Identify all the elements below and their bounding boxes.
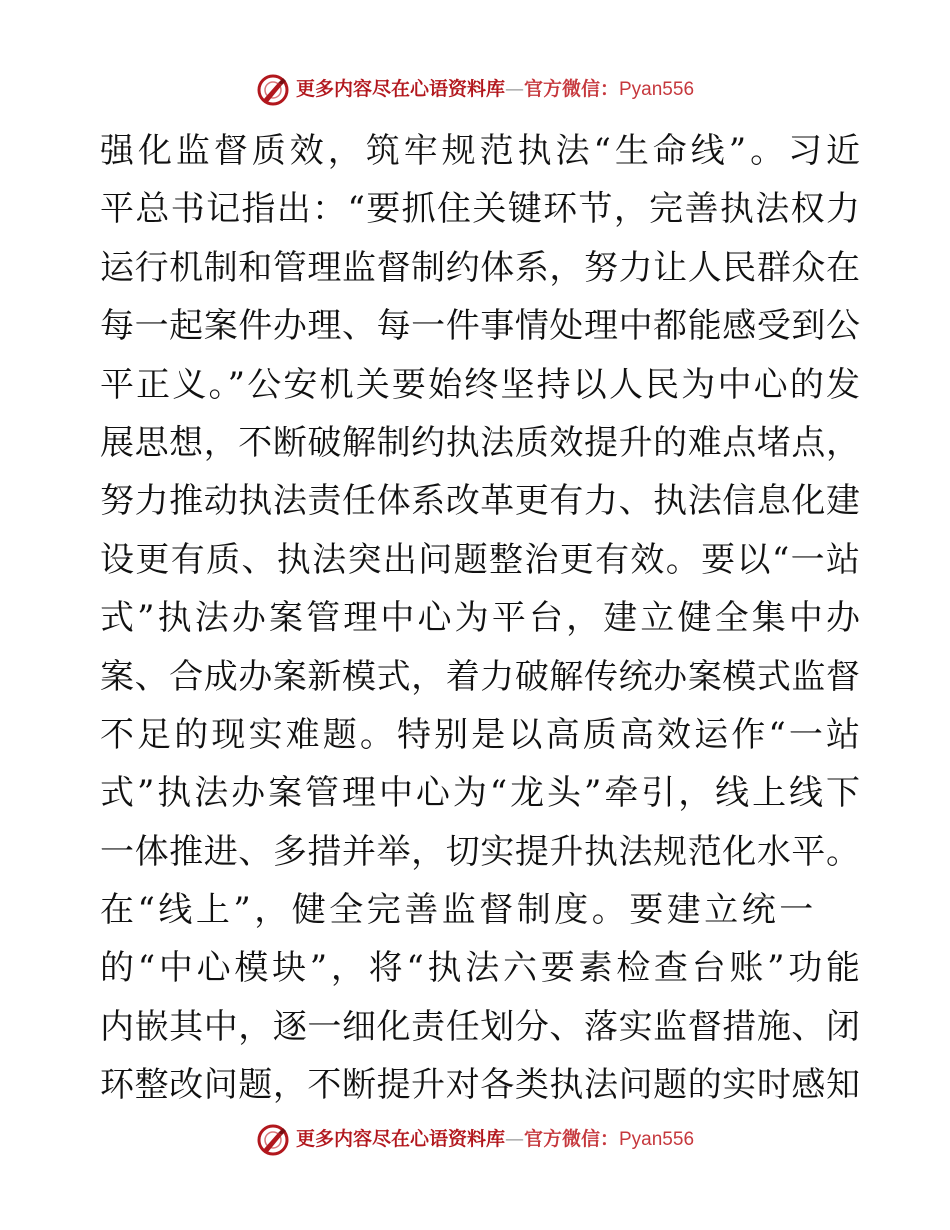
text-line: 展思想，不断破解制约执法质效提升的难点堵点， (100, 422, 860, 463)
text-line: 强化监督质效，筑牢规范执法“生命线”。习近 (100, 131, 860, 171)
text-line: 式”执法办案管理中心为平台，建立健全集中办 (100, 598, 860, 639)
watermark-id: Pyan556 (619, 1129, 695, 1150)
text-line: 案、合成办案新模式，着力破解传统办案模式监督 (100, 656, 860, 697)
text-line: 平总书记指出：“要抓住关键环节，完善执法权力 (100, 189, 860, 230)
text-line: 设更有质、执法突出问题整治更有效。要以“一站 (100, 539, 860, 580)
text-line: 不足的现实难题。特别是以高质高效运作“一站 (100, 714, 860, 755)
watermark-text (296, 72, 694, 107)
text-line: 内嵌其中，逐一细化责任划分、落实监督措施、闭 (100, 1006, 860, 1047)
watermark-sub: 官方微信： (523, 78, 619, 100)
watermark-text (296, 1122, 694, 1157)
text-line: 一体推进、多措并举，切实提升执法规范化水平。 (100, 831, 860, 872)
watermark-dash: — (504, 1128, 524, 1150)
watermark-main: 更多内容尽在心语资料库 (295, 1128, 505, 1150)
text-line: 的“中心模块”，将“执法六要素检查台账”功能 (100, 948, 860, 989)
text-line: 在“线上”，健全完善监督制度。要建立统一 (100, 890, 817, 931)
text-line: 平正义。”公安机关要始终坚持以人民为中心的发 (100, 364, 860, 405)
header-watermark (0, 72, 950, 107)
text-line: 环整改问题，不断提升对各类执法问题的实时感知 (100, 1065, 860, 1106)
pen-circle-logo-icon (256, 1123, 290, 1157)
watermark-sub: 官方微信： (523, 1128, 619, 1150)
text-line: 式”执法办案管理中心为“龙头”牵引，线上线下 (100, 773, 860, 814)
footer-watermark (0, 1122, 950, 1157)
watermark-id: Pyan556 (619, 79, 695, 100)
pen-circle-logo-icon (256, 73, 290, 107)
text-line: 运行机制和管理监督制约体系，努力让人民群众在 (100, 247, 860, 288)
watermark-dash: — (504, 78, 524, 100)
document-body (100, 122, 860, 1115)
text-line: 每一起案件办理、每一件事情处理中都能感受到公 (100, 306, 860, 347)
text-line: 努力推动执法责任体系改革更有力、执法信息化建 (100, 481, 860, 522)
watermark-main: 更多内容尽在心语资料库 (295, 78, 505, 100)
